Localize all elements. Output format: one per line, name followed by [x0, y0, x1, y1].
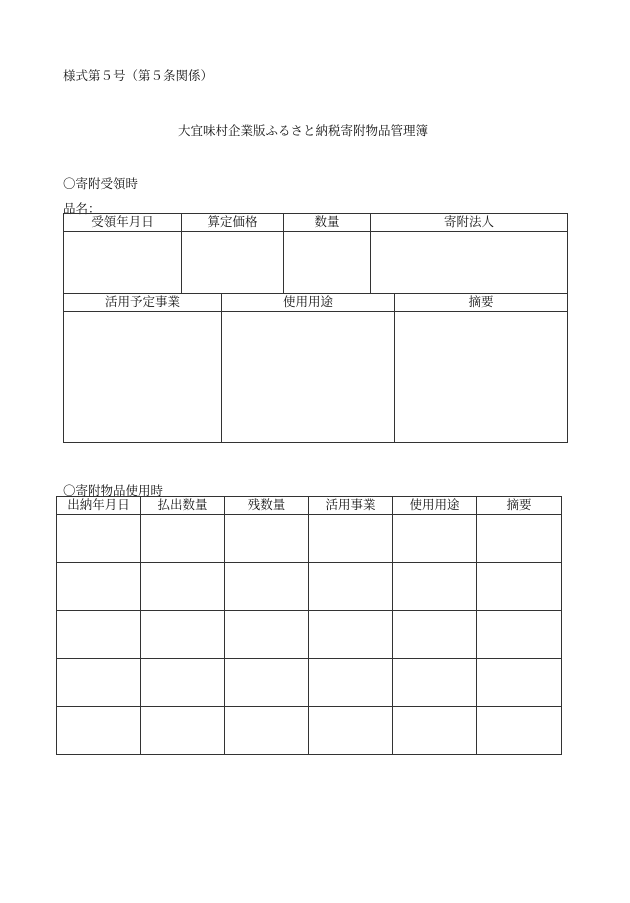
col-header-issued-quantity: 払出数量 [141, 497, 225, 515]
usage-record-table [56, 496, 562, 755]
usage-header-row [57, 497, 562, 515]
section-heading-receipt: 〇寄附受領時 [63, 176, 139, 191]
table-cell[interactable] [477, 611, 562, 659]
table-cell[interactable] [393, 563, 477, 611]
receipt-plan-table [63, 293, 568, 443]
table-cell[interactable] [309, 515, 393, 563]
table-cell[interactable] [393, 611, 477, 659]
item-name-label: 品名： [63, 201, 101, 216]
cell-quantity[interactable] [284, 232, 371, 294]
receipt-info-header-row [64, 214, 568, 232]
table-cell[interactable] [309, 611, 393, 659]
table-cell[interactable] [141, 563, 225, 611]
cell-planned-project[interactable] [64, 312, 222, 443]
table-cell[interactable] [477, 659, 562, 707]
table-row [57, 611, 562, 659]
table-cell[interactable] [225, 515, 309, 563]
table-cell[interactable] [141, 707, 225, 755]
receipt-info-entry-row [64, 232, 568, 294]
table-cell[interactable] [309, 659, 393, 707]
cell-remarks[interactable] [395, 312, 568, 443]
col-header-assessed-value: 算定価格 [182, 214, 284, 232]
table-cell[interactable] [225, 611, 309, 659]
table-row [57, 563, 562, 611]
section-heading-usage: 〇寄附物品使用時 [63, 483, 164, 498]
table-cell[interactable] [57, 611, 141, 659]
table-cell[interactable] [477, 563, 562, 611]
col-header-remaining-quantity: 残数量 [225, 497, 309, 515]
table-row [57, 515, 562, 563]
cell-usage-purpose[interactable] [222, 312, 395, 443]
table-cell[interactable] [57, 707, 141, 755]
cell-assessed-value[interactable] [182, 232, 284, 294]
col-header-summary: 摘要 [477, 497, 562, 515]
col-header-usage-purpose: 使用用途 [222, 294, 395, 312]
table-row [57, 659, 562, 707]
col-header-received-date: 受領年月日 [64, 214, 182, 232]
table-cell[interactable] [57, 659, 141, 707]
table-cell[interactable] [225, 563, 309, 611]
col-header-quantity: 数量 [284, 214, 371, 232]
table-cell[interactable] [141, 659, 225, 707]
table-row [57, 707, 562, 755]
table-cell[interactable] [309, 563, 393, 611]
cell-received-date[interactable] [64, 232, 182, 294]
receipt-info-table [63, 213, 568, 294]
col-header-utilized-project: 活用事業 [309, 497, 393, 515]
table-cell[interactable] [57, 563, 141, 611]
col-header-remarks: 摘要 [395, 294, 568, 312]
form-number: 様式第５号（第５条関係） [63, 68, 214, 83]
cell-donor-corporation[interactable] [371, 232, 568, 294]
document-title: 大宜味村企業版ふるさと納税寄附物品管理簿 [178, 123, 429, 138]
table-cell[interactable] [141, 515, 225, 563]
table-cell[interactable] [57, 515, 141, 563]
table-cell[interactable] [141, 611, 225, 659]
table-cell[interactable] [393, 707, 477, 755]
col-header-donor-corporation: 寄附法人 [371, 214, 568, 232]
table-cell[interactable] [477, 707, 562, 755]
col-header-transaction-date: 出納年月日 [57, 497, 141, 515]
receipt-plan-entry-row [64, 312, 568, 443]
col-header-usage: 使用用途 [393, 497, 477, 515]
table-cell[interactable] [477, 515, 562, 563]
table-cell[interactable] [309, 707, 393, 755]
receipt-plan-header-row [64, 294, 568, 312]
table-cell[interactable] [393, 515, 477, 563]
table-cell[interactable] [225, 707, 309, 755]
table-cell[interactable] [225, 659, 309, 707]
table-cell[interactable] [393, 659, 477, 707]
col-header-planned-project: 活用予定事業 [64, 294, 222, 312]
